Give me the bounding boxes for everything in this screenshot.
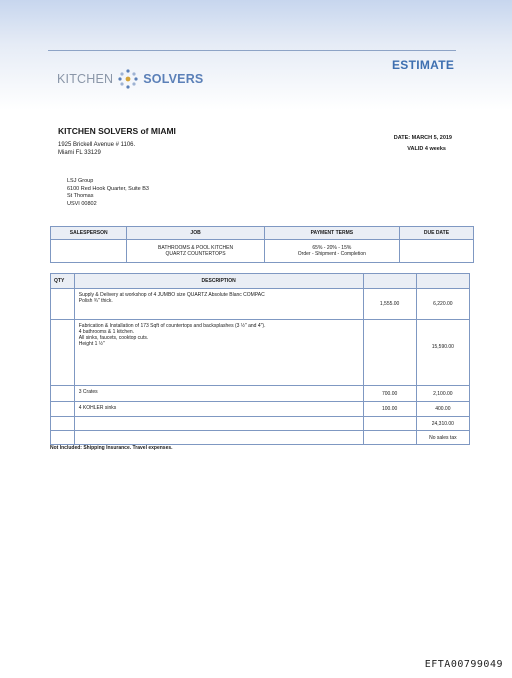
due-date-header: DUE DATE	[399, 227, 473, 240]
table-row	[51, 320, 470, 386]
job-line1: BATHROOMS & POOL KITCHEN	[158, 244, 234, 251]
item-description	[74, 320, 363, 386]
due-date-cell	[399, 240, 473, 263]
company-address-line2: Miami FL 33129	[58, 150, 101, 156]
company-address-line1: 1925 Brickell Avenue # 1106.	[58, 142, 136, 148]
estimate-validity: VALID 4 weeks	[407, 146, 446, 152]
item4-total: 400.00	[416, 402, 469, 417]
item1-desc-line2: Polish ¾" thick.	[78, 298, 113, 304]
client-line1: LSJ Group	[67, 178, 94, 184]
item-description	[74, 289, 363, 320]
client-line2: 6100 Red Hook Quarter, Suite B3	[67, 185, 149, 192]
item1-unit-price: 1,555.00	[363, 289, 416, 320]
job-line2: QUARTZ COUNTERTOPS	[165, 251, 226, 257]
items-header-row	[51, 274, 470, 289]
salesperson-cell	[51, 240, 127, 263]
summary-row	[51, 240, 474, 263]
terms-line2: Order - Shipment - Completion	[297, 251, 366, 257]
client-line4: USVI 00802	[67, 200, 97, 207]
logo-dots-icon	[117, 68, 139, 90]
company-name: KITCHEN SOLVERS of MIAMI	[58, 126, 176, 136]
item4-unit-price: 100.00	[363, 402, 416, 417]
qty-cell	[51, 402, 75, 417]
job-header: JOB	[127, 227, 264, 240]
item3-total: 2,100.00	[416, 386, 469, 402]
table-row	[51, 402, 470, 417]
item1-total: 6,220.00	[416, 289, 469, 320]
qty-header: QTY	[51, 274, 75, 289]
document-type-title: ESTIMATE	[392, 58, 455, 72]
qty-cell	[51, 386, 75, 402]
sales-tax-note: No sales tax	[416, 431, 469, 445]
item4-description: 4 KOHLER sinks	[74, 402, 363, 417]
summary-header-row	[51, 227, 474, 240]
item2-desc-line2: 4 bathrooms & 1 kitchen.	[78, 329, 135, 335]
item1-desc-line1: Supply & Delivery at workshop of 4 JUMBO size QUARTZ Absolute Blanc COMPAC	[78, 292, 265, 298]
summary-table	[50, 226, 474, 263]
table-row	[51, 386, 470, 402]
unit-price-header	[363, 274, 416, 289]
client-line3: St Thomas	[67, 193, 94, 199]
item2-unit-price	[363, 320, 416, 386]
item3-unit-price: 700.00	[363, 386, 416, 402]
grand-total: 24,310.00	[416, 417, 469, 431]
line-items-table	[50, 273, 470, 445]
item3-description: 3 Crates	[74, 386, 363, 402]
description-header: DESCRIPTION	[74, 274, 363, 289]
payment-terms-cell	[264, 240, 399, 263]
payment-terms-header: PAYMENT TERMS	[264, 227, 399, 240]
salesperson-header: SALESPERSON	[51, 227, 127, 240]
header-rule	[48, 50, 456, 51]
estimate-date: DATE: MARCH 5, 2019	[393, 135, 452, 141]
qty-cell	[51, 289, 75, 320]
qty-cell	[51, 320, 75, 386]
line-total-header	[416, 274, 469, 289]
company-logo	[57, 68, 203, 90]
logo-text-left: KITCHEN	[57, 72, 114, 86]
table-row	[51, 289, 470, 320]
item2-desc-line1: Fabrication & Installation of 173 Sqft of countertops and backsplashes (3 ½" and 4").	[78, 323, 266, 329]
tax-row	[51, 431, 470, 445]
client-block	[67, 178, 149, 208]
not-included-note: Not Included: Shipping Insurance. Travel expenses.	[50, 445, 173, 451]
terms-line1: 65% - 20% - 15%	[312, 244, 352, 251]
job-cell	[127, 240, 264, 263]
document-code: EFTA00799049	[424, 659, 503, 670]
grand-total-row	[51, 417, 470, 431]
item2-total: 15,590.00	[416, 320, 469, 386]
logo-text-right: SOLVERS	[143, 72, 204, 86]
item2-desc-line3: All sinks, faucets, cooktop cuts.	[78, 335, 149, 341]
company-address	[58, 141, 135, 157]
item2-desc-line4: Height 1 ½"	[78, 341, 105, 347]
